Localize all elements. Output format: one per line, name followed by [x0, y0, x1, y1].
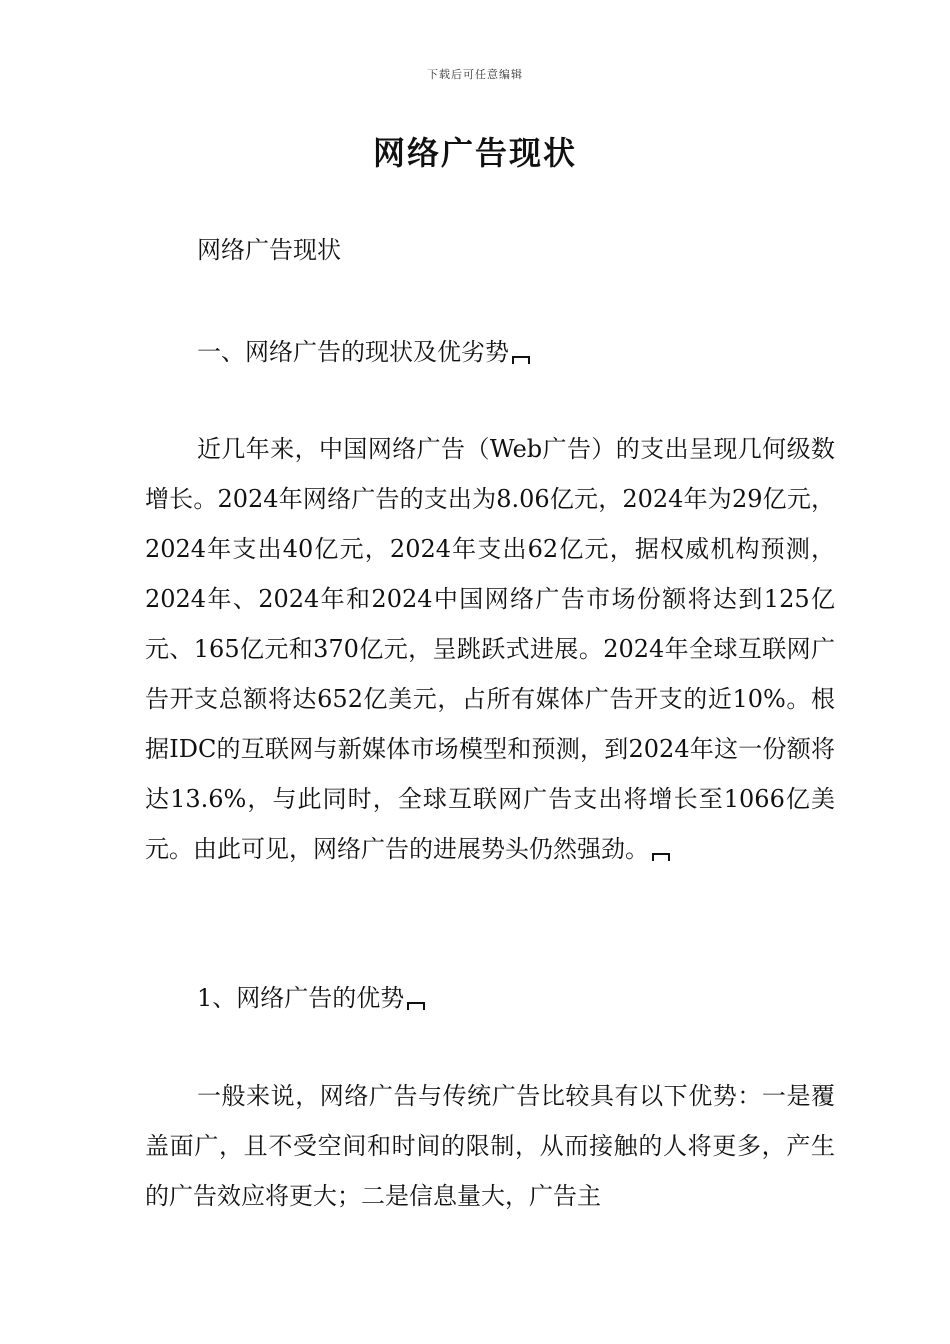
section-heading-text: 一、网络广告的现状及优劣势: [197, 338, 509, 366]
paragraph-mark-icon: [407, 1002, 425, 1010]
subsection-heading: [145, 973, 835, 1023]
document-title: 网络广告现状: [372, 134, 577, 172]
body-paragraph-text: 一般来说，网络广告与传统广告比较具有以下优势：一是覆盖面广，且不受空间和时间的限制，从而接触的人将更多，产生的广告效应将更大；二是信息量大，广告主: [145, 1082, 835, 1210]
document-subtitle: [145, 225, 835, 275]
paragraph-mark-icon: [512, 356, 530, 364]
subsection-heading-text: 1、网络广告的优势: [197, 984, 405, 1012]
header-note: 下载后可任意编辑: [427, 68, 523, 81]
body-paragraph: [145, 1071, 835, 1221]
section-heading: [145, 327, 835, 377]
body-paragraph: [145, 424, 835, 874]
document-subtitle-text: 网络广告现状: [197, 236, 341, 264]
paragraph-mark-icon: [652, 853, 670, 861]
body-paragraph-text: 近几年来，中国网络广告（Web广告）的支出呈现几何级数增长。2024年网络广告的支出为8.06亿元，2024年为29亿元，2024年支出40亿元，2024年支出62亿元，据权威机构预测，2024年、2024年和2024中国网络广告市场份额将达到125亿元、165亿元和370亿元，呈跳跃式进展。2024年全球互联网广告开支总额将达652亿美元，占所有媒体广告开支的近10%。根据IDC的互联网与新媒体市场模型和预测，到2024年这一份额将达13.6%，与此同时，全球互联网广告支出将增长至1066亿美元。由此可见，网络广告的进展势头仍然强劲。: [145, 435, 835, 863]
